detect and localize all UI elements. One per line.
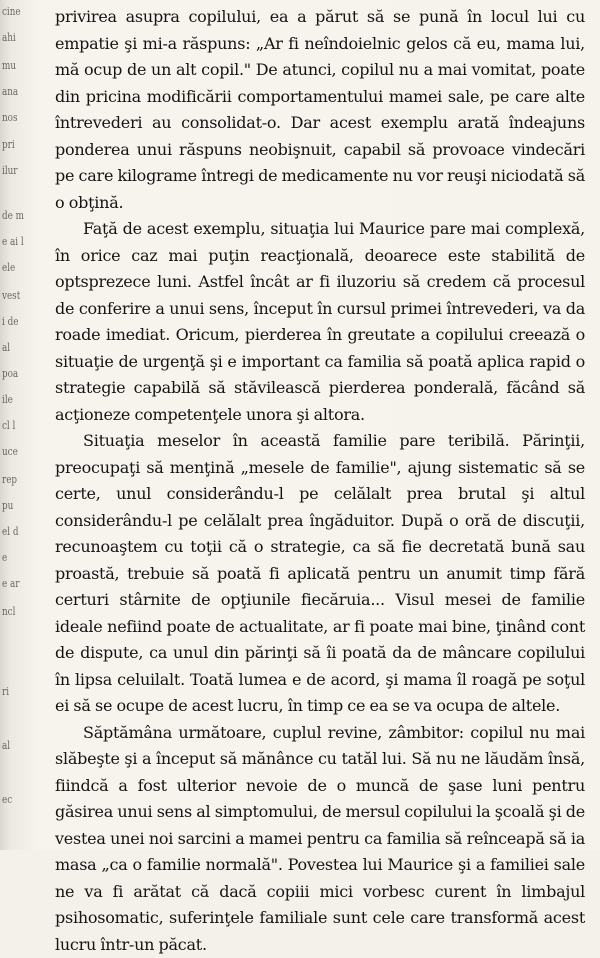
paragraph-continued: privirea asupra copilului, ea a părut să se pună în locul lui cu empatie şi mi-a răspuns: „Ar fi neîndoielnic gelos că eu, mama lui, mă ocup de un alt copil." De atunci, copilul nu a mai vomitat, poate din pricina modificării comportamentului mamei sale, pe care alte întrevederi au consolidat-o. Dar acest exemplu arată îndeajuns ponderea unui răspuns neobişnuit, capabil să provoace vindecări pe care kilograme întregi de medicamente nu vor reuşi niciodată să o obţină. (55, 4, 585, 216)
gutter-fragment: ele (2, 262, 29, 274)
paragraph-following-week: Săptămâna următoare, cuplul revine, zâmbitor: copilul nu mai slăbeşte şi a început să mănânce cu tatăl lui. Să nu ne lăudăm însă, fiindcă a fost ulterior nevoie de o muncă de şase luni pentru găsirea unui sens al simptomului, de mersul copilului la şcoală şi de vestea unei noi sarcini a mamei pentru ca familia să reînceapă să ia masa „ca o familie normală". Povestea lui Maurice şi a familiei sale ne va fi arătat că dacă copiii mici vorbesc curent în limbajul psihosomatic, suferinţele familiale sunt cele care transformă acest lucru într-un păcat. (55, 720, 585, 958)
gutter-fragment: rep (2, 474, 29, 486)
gutter-fragment: nos (2, 112, 29, 124)
gutter-fragment: pu (2, 500, 29, 512)
gutter-fragment: ri (2, 686, 29, 698)
gutter-fragment: ana (2, 86, 29, 98)
gutter-fragment: ile (2, 394, 29, 406)
gutter-fragment: poa (2, 368, 29, 380)
body-text (55, 4, 585, 958)
gutter-fragment: e (2, 552, 29, 564)
gutter-fragment: el d (2, 526, 29, 538)
gutter-fragment: e ai l (2, 236, 29, 248)
gutter-fragment: cine (2, 6, 29, 18)
gutter-fragment: uce (2, 446, 29, 458)
gutter-fragment: ncl (2, 606, 29, 618)
gutter-fragment: de m (2, 210, 29, 222)
gutter-fragment: ec (2, 794, 29, 806)
gutter-fragment: al (2, 342, 29, 354)
gutter-fragment: mu (2, 60, 29, 72)
gutter-fragment: cl l (2, 420, 29, 432)
gutter-fragment: vest (2, 290, 29, 302)
paragraph-family-meals: Situaţia meselor în această familie pare teribilă. Părinţii, preocupaţi să menţină „mesele de familie", ajung sistematic să se certe, unul considerându-l pe celălalt prea brutal şi altul considerându-l pe celălalt prea îngăduitor. După o oră de discuţii, recunoaştem cu toţii că o strategie, ca să fie decretată bună sau proastă, trebuie să poată fi aplicată pentru un anumit timp fără certuri stârnite de opţiunile fiecăruia... Visul mesei de familie ideale nefiind poate de actualitate, ar fi poate mai bine, ţinând cont de dispute, ca unul din părinţi să îi poată da de mâncare copilului în lipsa celuilalt. Toată lumea e de acord, şi mama îl roagă pe soţul ei să se ocupe de acest lucru, în timp ce ea se va ocupa de altele. (55, 428, 585, 720)
gutter-fragment: al (2, 740, 29, 752)
gutter-fragment: i de (2, 316, 29, 328)
gutter-fragment: pri (2, 139, 29, 151)
gutter-fragment: ahi (2, 32, 29, 44)
paragraph-maurice-situation: Faţă de acest exemplu, situaţia lui Maurice pare mai complexă, în orice caz mai puţin reacţională, deoarece este stabilită de optsprezece luni. Astfel încât ar fi iluzoriu să credem că procesul de conferire a unui sens, început în cursul primei întrevederi, va da roade imediat. Oricum, pierderea în greutate a copilului creează o situaţie de urgenţă şi e important ca familia să poată aplica rapid o strategie capabilă să stăvilească pierderea ponderală, făcând să acţioneze competenţele unora şi altora. (55, 216, 585, 428)
facing-page-edge (0, 0, 38, 850)
gutter-fragment: e ar (2, 578, 29, 590)
gutter-fragment: ilur (2, 165, 29, 177)
